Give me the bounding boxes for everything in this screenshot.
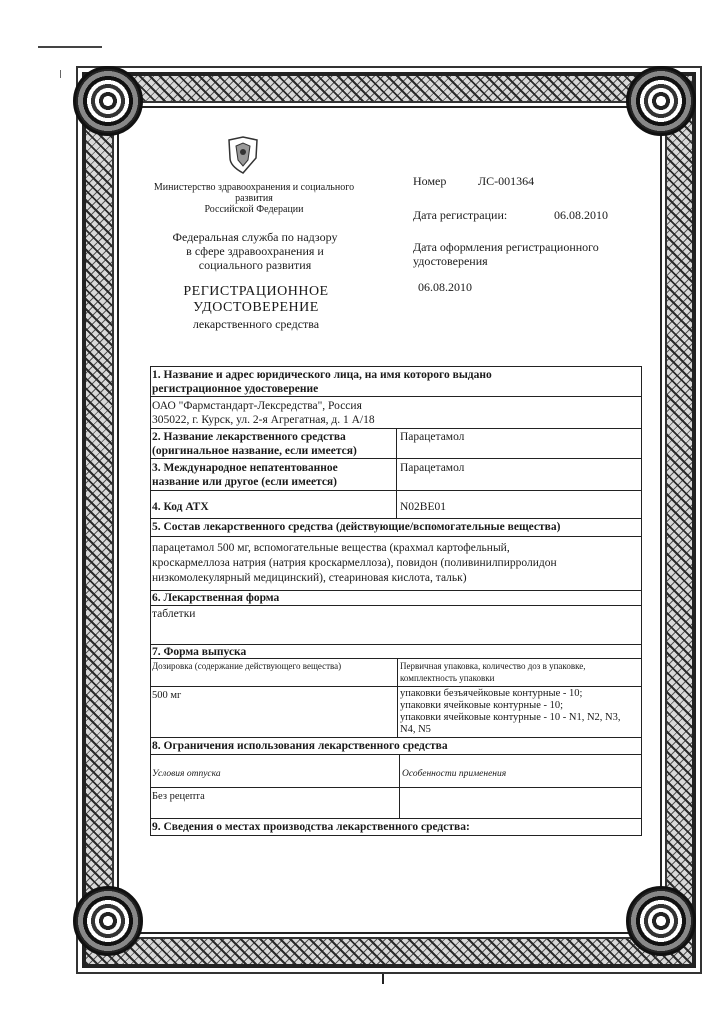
corner-rosette-icon bbox=[73, 66, 143, 136]
composition-line: низкомолекулярный медицинский), стеариновая кислота, тальк) bbox=[152, 572, 467, 584]
row-divider bbox=[150, 737, 642, 738]
section-2-title: (оригинальное название, если имеется) bbox=[152, 445, 357, 457]
atc-code: N02BE01 bbox=[400, 501, 446, 513]
row-divider bbox=[150, 605, 642, 606]
title-line: РЕГИСТРАЦИОННОЕ bbox=[183, 284, 329, 299]
issue-date: 06.08.2010 bbox=[418, 280, 472, 294]
row-divider bbox=[150, 818, 642, 819]
dispensing-condition: Без рецепта bbox=[152, 791, 205, 802]
issuer-agency bbox=[150, 230, 360, 272]
section-1-title: регистрационное удостоверение bbox=[152, 383, 319, 395]
column-divider bbox=[396, 428, 397, 518]
section-7-title: 7. Форма выпуска bbox=[152, 646, 247, 658]
number-label: Номер bbox=[413, 174, 447, 188]
corner-rosette-icon bbox=[626, 886, 696, 956]
coat-of-arms-icon bbox=[226, 136, 260, 174]
row-divider bbox=[150, 754, 642, 755]
issue-date-label: Дата оформления регистрационного удостоверения bbox=[413, 240, 599, 268]
dosage-value: 500 мг bbox=[152, 690, 182, 701]
packaging-line: упаковки ячейковые контурные - 10; bbox=[400, 700, 564, 711]
scan-artifact-line bbox=[38, 46, 102, 48]
section-9-title: 9. Сведения о местах производства лекарственного средства: bbox=[152, 821, 470, 833]
section-3-title: название или другое (если имеется) bbox=[152, 476, 337, 488]
row-divider bbox=[150, 396, 642, 397]
corner-rosette-icon bbox=[626, 66, 696, 136]
column-divider bbox=[397, 658, 398, 737]
row-divider bbox=[150, 686, 642, 687]
row-divider bbox=[150, 536, 642, 537]
agency-line: в сфере здравоохранения и bbox=[186, 244, 324, 258]
column-divider bbox=[399, 754, 400, 818]
section-3-title: 3. Международное непатентованное bbox=[152, 462, 338, 474]
packaging-line: N4, N5 bbox=[400, 724, 431, 735]
document-subtitle: лекарственного средства bbox=[192, 317, 320, 331]
row-divider bbox=[150, 787, 642, 788]
holder-address: 305022, г. Курск, ул. 2-я Агрегатная, д. 1 А/18 bbox=[152, 414, 375, 426]
section-5-title: 5. Состав лекарственного средства (действующие/вспомогательные вещества) bbox=[152, 521, 561, 533]
packaging-column-header: комплектность упаковки bbox=[400, 673, 495, 683]
document-title bbox=[150, 284, 362, 332]
corner-rosette-icon bbox=[73, 886, 143, 956]
agency-line: социального развития bbox=[198, 258, 312, 272]
section-2-title: 2. Название лекарственного средства bbox=[152, 431, 346, 443]
section-4-title: 4. Код АТХ bbox=[152, 501, 209, 513]
issuer-line: Российской Федерации bbox=[204, 204, 304, 215]
dispensing-column-header: Условия отпуска bbox=[152, 769, 221, 779]
registration-date-label: Дата регистрации: bbox=[413, 208, 508, 222]
page-marker bbox=[382, 974, 384, 984]
composition-line: кроскармеллоза натрия (натрия кроскармеллоза), повидон (поливинилпирролидон bbox=[152, 557, 557, 569]
inn-name: Парацетамол bbox=[400, 462, 465, 474]
dosage-form: таблетки bbox=[152, 608, 196, 620]
composition-line: парацетамол 500 мг, вспомогательные вещества (крахмал картофельный, bbox=[152, 542, 510, 554]
registration-date: 06.08.2010 bbox=[554, 208, 608, 222]
scan-artifact-tick bbox=[60, 70, 67, 78]
agency-line: Федеральная служба по надзору bbox=[172, 230, 338, 244]
row-divider bbox=[150, 518, 642, 519]
packaging-line: упаковки безъячейковые контурные - 10; bbox=[400, 688, 583, 699]
registration-number: ЛС-001364 bbox=[478, 174, 535, 188]
section-8-title: 8. Ограничения использования лекарственного средства bbox=[152, 740, 448, 752]
holder-name: ОАО "Фармстандарт-Лексредства", Россия bbox=[152, 400, 362, 412]
issuer-ministry bbox=[140, 182, 368, 215]
drug-name: Парацетамол bbox=[400, 431, 465, 443]
issuer-line: развития bbox=[235, 193, 273, 204]
packaging-column-header: Первичная упаковка, количество доз в упаковке, bbox=[400, 661, 586, 671]
section-6-title: 6. Лекарственная форма bbox=[152, 592, 280, 604]
issuer-line: Министерство здравоохранения и социального bbox=[153, 182, 355, 193]
title-line: УДОСТОВЕРЕНИЕ bbox=[193, 300, 319, 315]
section-1-title: 1. Название и адрес юридического лица, на имя которого выдано bbox=[152, 369, 492, 381]
usage-column-header: Особенности применения bbox=[402, 769, 507, 779]
dosage-column-header: Дозировка (содержание действующего вещества) bbox=[152, 661, 342, 671]
packaging-line: упаковки ячейковые контурные - 10 - N1, N2, N3, bbox=[400, 712, 621, 723]
